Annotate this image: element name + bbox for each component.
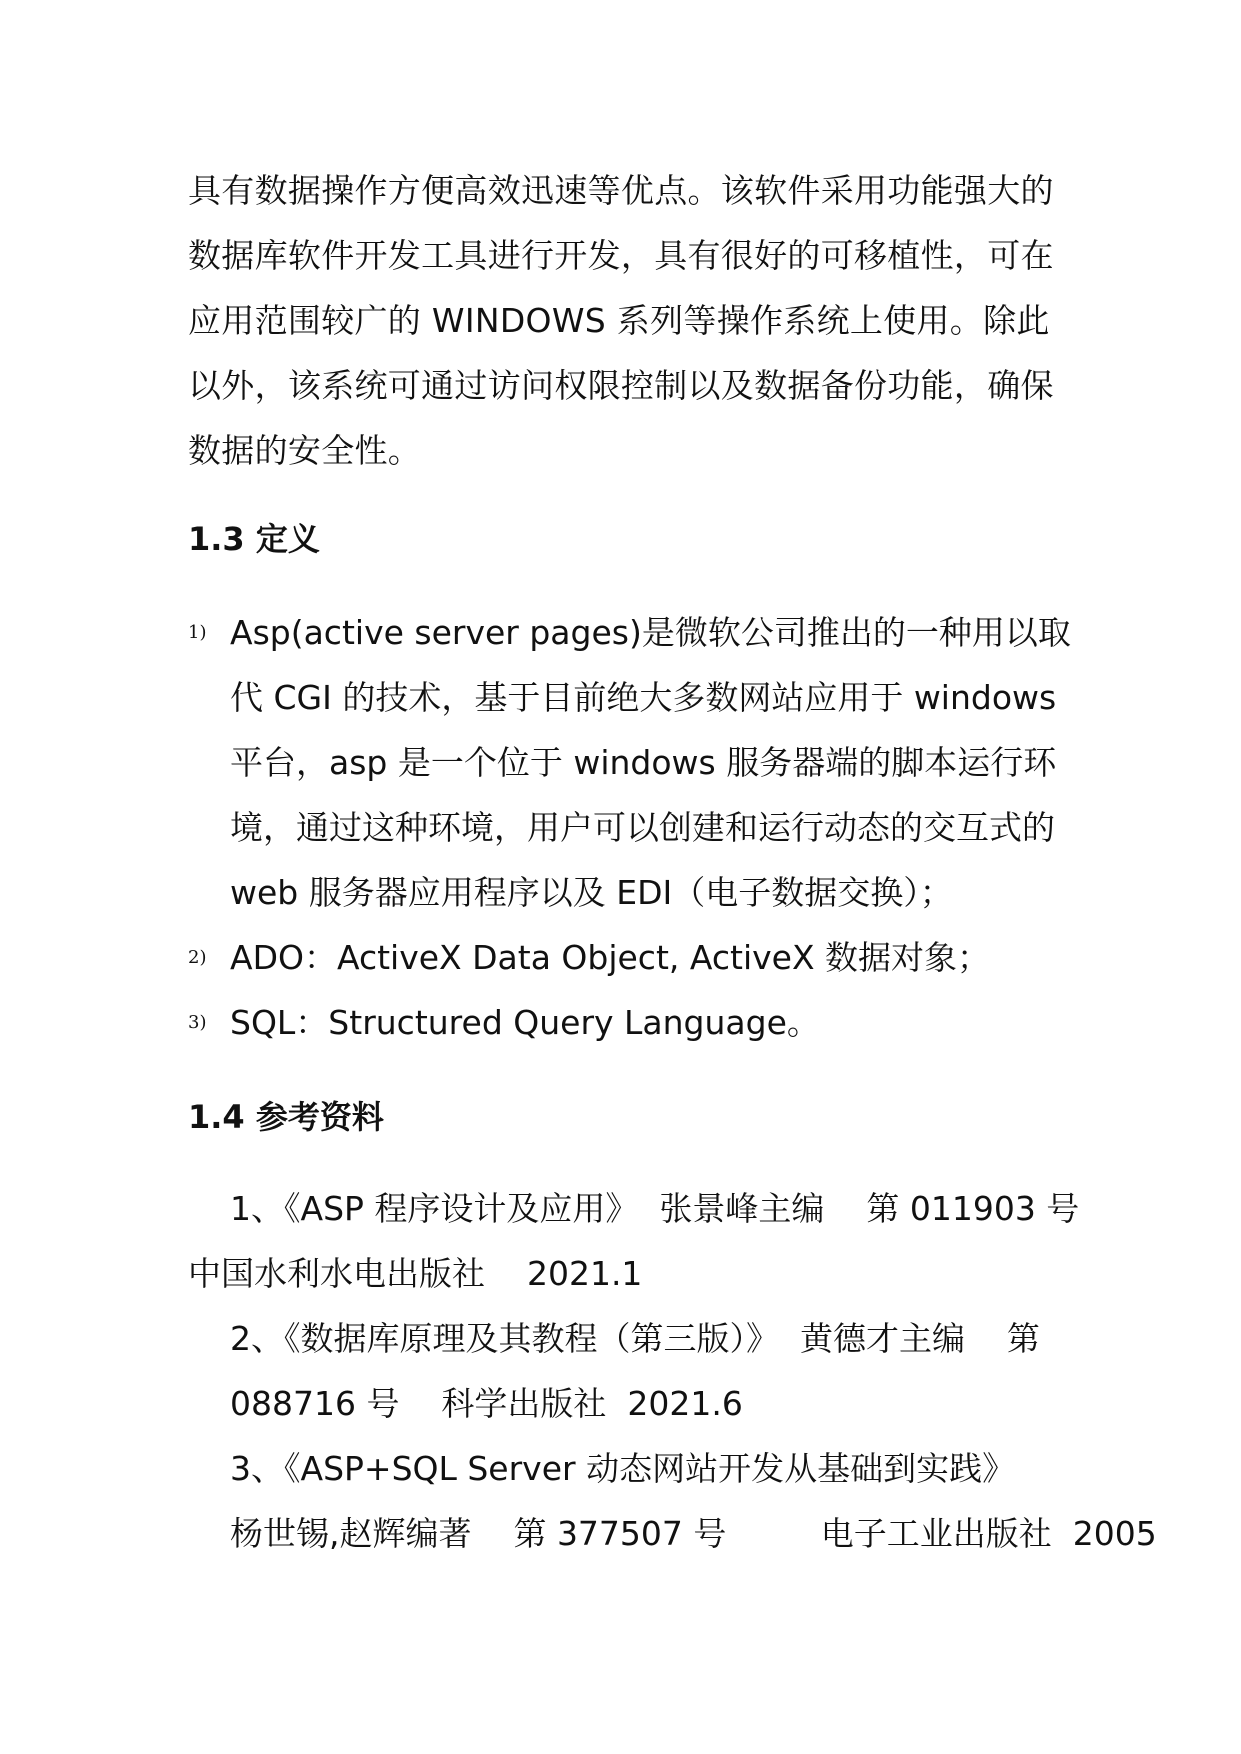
section-heading-definitions: 1.3 定义 (188, 520, 320, 558)
definition-line: SQL：Structured Query Language。 (230, 1003, 820, 1042)
intro-line: 应用范围较广的 WINDOWS 系列等操作系统上使用。除此 (188, 301, 1050, 340)
list-number: 3) (188, 1012, 207, 1033)
intro-line: 以外，该系统可通过访问权限控制以及数据备份功能，确保 (188, 366, 1054, 405)
reference-line: 2、《数据库原理及其教程（第三版）》 黄德才主编 第 (230, 1319, 1040, 1358)
definition-item (188, 990, 1088, 1055)
reference-line: 中国水利水电出版社 2021.1 (188, 1254, 643, 1293)
definition-line: 代 CGI 的技术，基于目前绝大多数网站应用于 windows (230, 678, 1057, 717)
intro-paragraph (188, 158, 1058, 483)
definition-line: Asp(active server pages)是微软公司推出的一种用以取 (230, 613, 1071, 652)
reference-line: 3、《ASP+SQL Server 动态网站开发从基础到实践》 (230, 1449, 1016, 1488)
reference-line: 088716 号 科学出版社 2021.6 (230, 1384, 743, 1423)
reference-line: 杨世锡,赵辉编著 第 377507 号 电子工业出版社 2005 (230, 1514, 1157, 1553)
intro-line: 具有数据操作方便高效迅速等优点。该软件采用功能强大的 (188, 171, 1054, 210)
definition-line: 境，通过这种环境，用户可以创建和运行动态的交互式的 (230, 808, 1055, 847)
definition-list (188, 600, 1088, 1055)
definition-line: 平台，asp 是一个位于 windows 服务器端的脚本运行环 (230, 743, 1057, 782)
definition-line: ADO：ActiveX Data Object, ActiveX 数据对象； (230, 938, 991, 977)
definition-item (188, 600, 1088, 925)
list-number: 1) (188, 622, 207, 643)
definition-line: web 服务器应用程序以及 EDI（电子数据交换）； (230, 873, 953, 912)
section-heading-references: 1.4 参考资料 (188, 1098, 384, 1136)
definition-item (188, 925, 1088, 990)
intro-line: 数据的安全性。 (188, 431, 422, 470)
list-number: 2) (188, 947, 207, 968)
reference-list (188, 1176, 1157, 1566)
intro-line: 数据库软件开发工具进行开发，具有很好的可移植性，可在 (188, 236, 1054, 275)
reference-line: 1、《ASP 程序设计及应用》 张景峰主编 第 011903 号 (230, 1189, 1080, 1228)
